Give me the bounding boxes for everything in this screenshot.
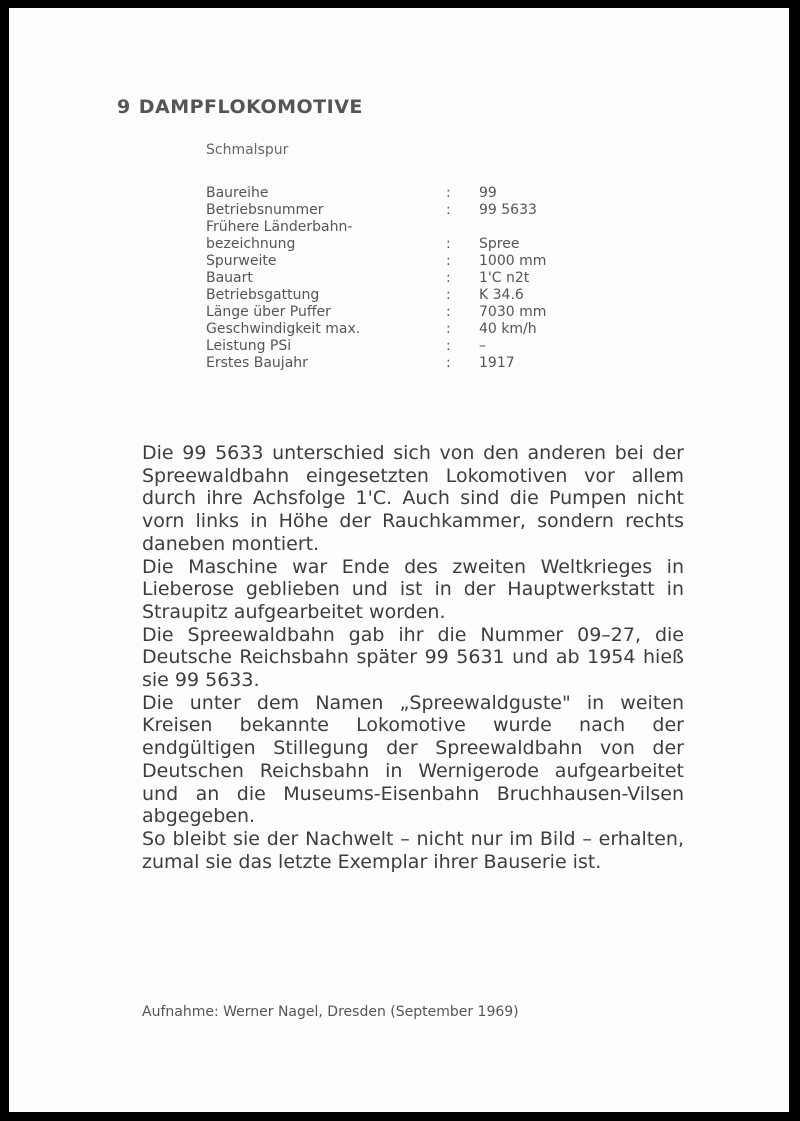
spec-row [206,236,546,253]
spec-row [206,270,546,287]
paragraph: Die 99 5633 unterschied sich von den anderen bei der Spreewaldbahn eingesetzten Lokomotiven vor allem durch ihre Achsfolge 1'C. Auch sind die Pumpen nicht vorn links in Höhe der Rauchkammer, sondern rechts daneben montiert. [142,442,684,555]
spec-value: 40 km/h [479,321,537,337]
spec-value: Spree [479,236,520,252]
spec-label: Betriebsgattung [206,287,320,303]
spec-value: – [479,338,486,354]
spec-value: 1000 mm [479,253,547,269]
paragraph: Die unter dem Namen „Spreewaldguste" in weiten Kreisen bekannte Lokomotive wurde nach der endgültigen Stillegung der Spreewaldbahn von der Deutschen Reichsbahn in Wernigerode aufgearbeitet und an die Museums-Eisenbahn Bruchhausen-Vilsen abgegeben. [142,691,684,828]
spec-label: Frühere Länderbahn- [206,219,353,235]
spec-row [206,185,546,202]
spec-table [206,185,546,372]
spec-value: 1917 [479,355,515,371]
spec-label: Betriebsnummer [206,202,324,218]
spec-value: 7030 mm [479,304,547,320]
spec-colon: : [446,287,451,303]
spec-row [206,287,546,304]
title-text: DAMPFLOKOMOTIVE [138,96,363,118]
subtitle: Schmalspur [206,142,289,158]
spec-label: Länge über Puffer [206,304,331,320]
spec-label: Leistung PSi [206,338,292,354]
paragraph: So bleibt sie der Nachwelt – nicht nur im Bild – erhalten, zumal sie das letzte Exemplar ihrer Bauserie ist. [142,827,684,873]
spec-row [206,219,546,236]
body-text [142,442,684,873]
spec-colon: : [446,321,451,337]
spec-value: K 34.6 [479,287,524,303]
spec-row [206,304,546,321]
spec-value: 99 5633 [479,202,537,218]
spec-row [206,338,546,355]
spec-value: 1'C n2t [479,270,530,286]
spec-label: Erstes Baujahr [206,355,308,371]
photo-credit: Aufnahme: Werner Nagel, Dresden (September 1969) [142,1004,519,1020]
spec-label: Geschwindigkeit max. [206,321,361,337]
spec-colon: : [446,355,451,371]
spec-colon [446,219,479,236]
spec-row [206,202,546,219]
spec-colon: : [446,304,451,320]
spec-label: bezeichnung [206,236,296,252]
spec-label: Bauart [206,270,253,286]
spec-colon: : [446,202,451,218]
spec-colon: : [446,253,451,269]
spec-colon: : [446,338,451,354]
spec-colon: : [446,236,451,252]
spec-colon: : [446,270,451,286]
spec-row [206,253,546,270]
title-number: 9 [117,96,131,118]
spec-value: 99 [479,185,497,201]
spec-row [206,321,546,338]
spec-colon: : [446,185,451,201]
spec-label: Baureihe [206,185,269,201]
spec-row [206,355,546,372]
paragraph: Die Maschine war Ende des zweiten Weltkrieges in Lieberose geblieben und ist in der Hauptwerkstatt in Straupitz aufgearbeitet worden. [142,555,684,623]
page-title [117,96,363,118]
paragraph: Die Spreewaldbahn gab ihr die Nummer 09–27, die Deutsche Reichsbahn später 99 5631 und ab 1954 hieß sie 99 5633. [142,623,684,692]
spec-label: Spurweite [206,253,277,269]
